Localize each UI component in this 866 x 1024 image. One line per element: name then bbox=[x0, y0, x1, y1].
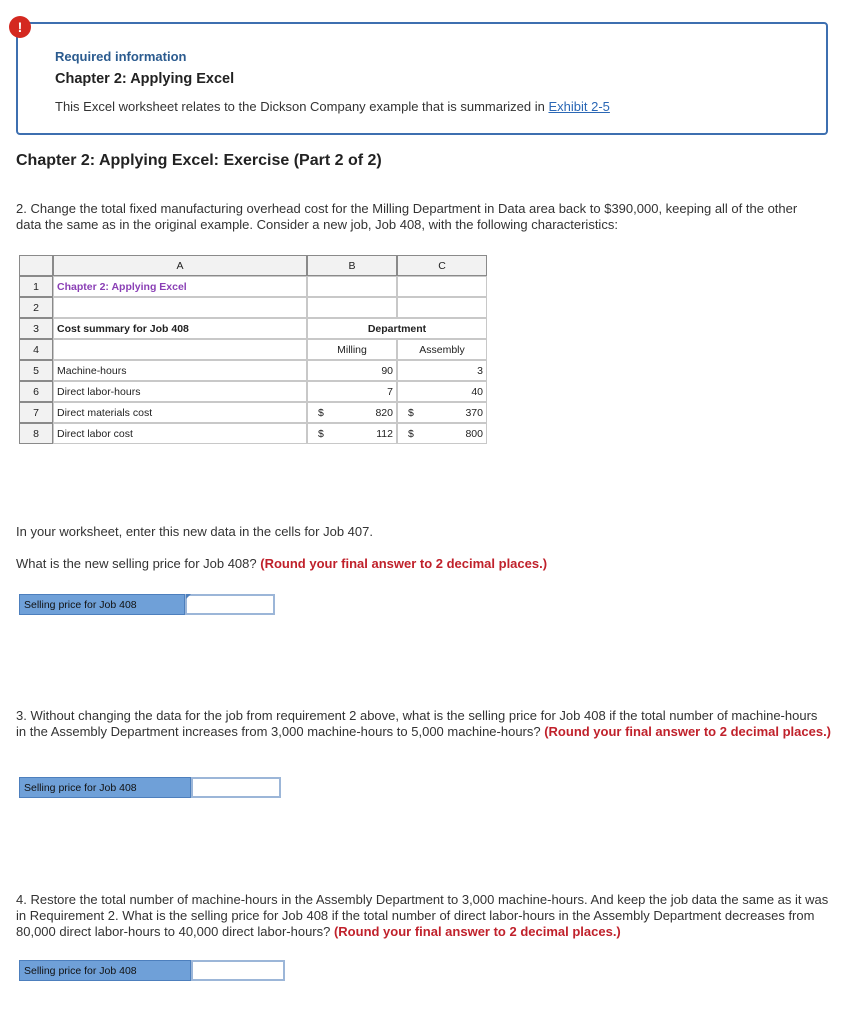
row-label[interactable]: Direct labor cost bbox=[53, 423, 307, 444]
row-label[interactable]: Direct materials cost bbox=[53, 402, 307, 423]
row-number: 1 bbox=[19, 276, 53, 297]
assembly-value[interactable]: 40 bbox=[397, 381, 487, 402]
required-information-panel bbox=[16, 22, 828, 135]
row-number: 5 bbox=[19, 360, 53, 381]
row-number: 7 bbox=[19, 402, 53, 423]
milling-value[interactable]: 90 bbox=[307, 360, 397, 381]
answer-label: Selling price for Job 408 bbox=[19, 960, 191, 981]
cell[interactable] bbox=[307, 297, 397, 318]
q2-question: What is the new selling price for Job 408? (Round your final answer to 2 decimal places.) bbox=[16, 556, 548, 571]
milling-value[interactable]: $ 112 bbox=[307, 423, 397, 444]
assembly-value[interactable]: 3 bbox=[397, 360, 487, 381]
exercise-title: Chapter 2: Applying Excel: Exercise (Part 2 of 2) bbox=[16, 152, 382, 169]
corner-header bbox=[19, 255, 53, 276]
cell[interactable] bbox=[397, 276, 487, 297]
department-header[interactable]: Department bbox=[307, 318, 487, 339]
milling-value[interactable]: $ 820 bbox=[307, 402, 397, 423]
selling-price-input-q3[interactable] bbox=[191, 777, 281, 798]
assembly-header[interactable]: Assembly bbox=[397, 339, 487, 360]
selling-price-input-q4[interactable] bbox=[191, 960, 285, 981]
answer-row-q3 bbox=[19, 777, 281, 798]
column-header-b: B bbox=[307, 255, 397, 276]
alert-icon: ! bbox=[9, 16, 31, 38]
excel-worksheet bbox=[19, 255, 489, 450]
question-3-text: 3. Without changing the data for the job from requirement 2 above, what is the selling price for Job 408 if the total number of machine-hours in the Assembly Department increases from 3,000 machine-hours to 5,000 machine-hours? (Round your final answer to 2 decimal places.) bbox=[16, 708, 832, 739]
cell[interactable] bbox=[53, 297, 307, 318]
cost-summary-label[interactable]: Cost summary for Job 408 bbox=[53, 318, 307, 339]
assembly-value[interactable]: $ 800 bbox=[397, 423, 487, 444]
cell-marker-icon bbox=[186, 594, 191, 599]
milling-header[interactable]: Milling bbox=[307, 339, 397, 360]
cell[interactable] bbox=[307, 276, 397, 297]
row-number: 8 bbox=[19, 423, 53, 444]
row-number: 4 bbox=[19, 339, 53, 360]
column-header-a: A bbox=[53, 255, 307, 276]
answer-row-q4 bbox=[19, 960, 285, 981]
sheet-title-cell[interactable]: Chapter 2: Applying Excel bbox=[53, 276, 307, 297]
answer-label: Selling price for Job 408 bbox=[19, 594, 185, 615]
row-number: 6 bbox=[19, 381, 53, 402]
cell[interactable] bbox=[53, 339, 307, 360]
cell[interactable] bbox=[397, 297, 487, 318]
question-2-text: 2. Change the total fixed manufacturing overhead cost for the Milling Department in Data area back to $390,000, keeping all of the other data the same as in the original example. Consider a new job, Job 408, with the following characteristics: bbox=[16, 201, 798, 232]
answer-label: Selling price for Job 408 bbox=[19, 777, 191, 798]
chapter-heading: Chapter 2: Applying Excel bbox=[55, 71, 235, 87]
info-description: This Excel worksheet relates to the Dickson Company example that is summarized in Exhibit 2-5 bbox=[55, 99, 610, 114]
assembly-value[interactable]: $ 370 bbox=[397, 402, 487, 423]
required-information-label: Required information bbox=[55, 49, 187, 64]
question-4-text: 4. Restore the total number of machine-hours in the Assembly Department to 3,000 machine-hours. And keep the job data the same as it was in Requirement 2. What is the selling price for Job 408 if the total number of direct labor-hours in the Assembly Department decreases from 80,000 direct labor-hours to 40,000 direct labor-hours? (Round your final answer to 2 decimal places.) bbox=[16, 892, 829, 939]
milling-value[interactable]: 7 bbox=[307, 381, 397, 402]
answer-row-q2 bbox=[19, 594, 275, 615]
row-label[interactable]: Direct labor-hours bbox=[53, 381, 307, 402]
row-number: 2 bbox=[19, 297, 53, 318]
row-number: 3 bbox=[19, 318, 53, 339]
exhibit-link[interactable]: Exhibit 2-5 bbox=[548, 99, 610, 114]
column-header-c: C bbox=[397, 255, 487, 276]
row-label[interactable]: Machine-hours bbox=[53, 360, 307, 381]
selling-price-input-q2[interactable] bbox=[185, 594, 275, 615]
q2-instruction: In your worksheet, enter this new data in the cells for Job 407. bbox=[16, 524, 373, 539]
